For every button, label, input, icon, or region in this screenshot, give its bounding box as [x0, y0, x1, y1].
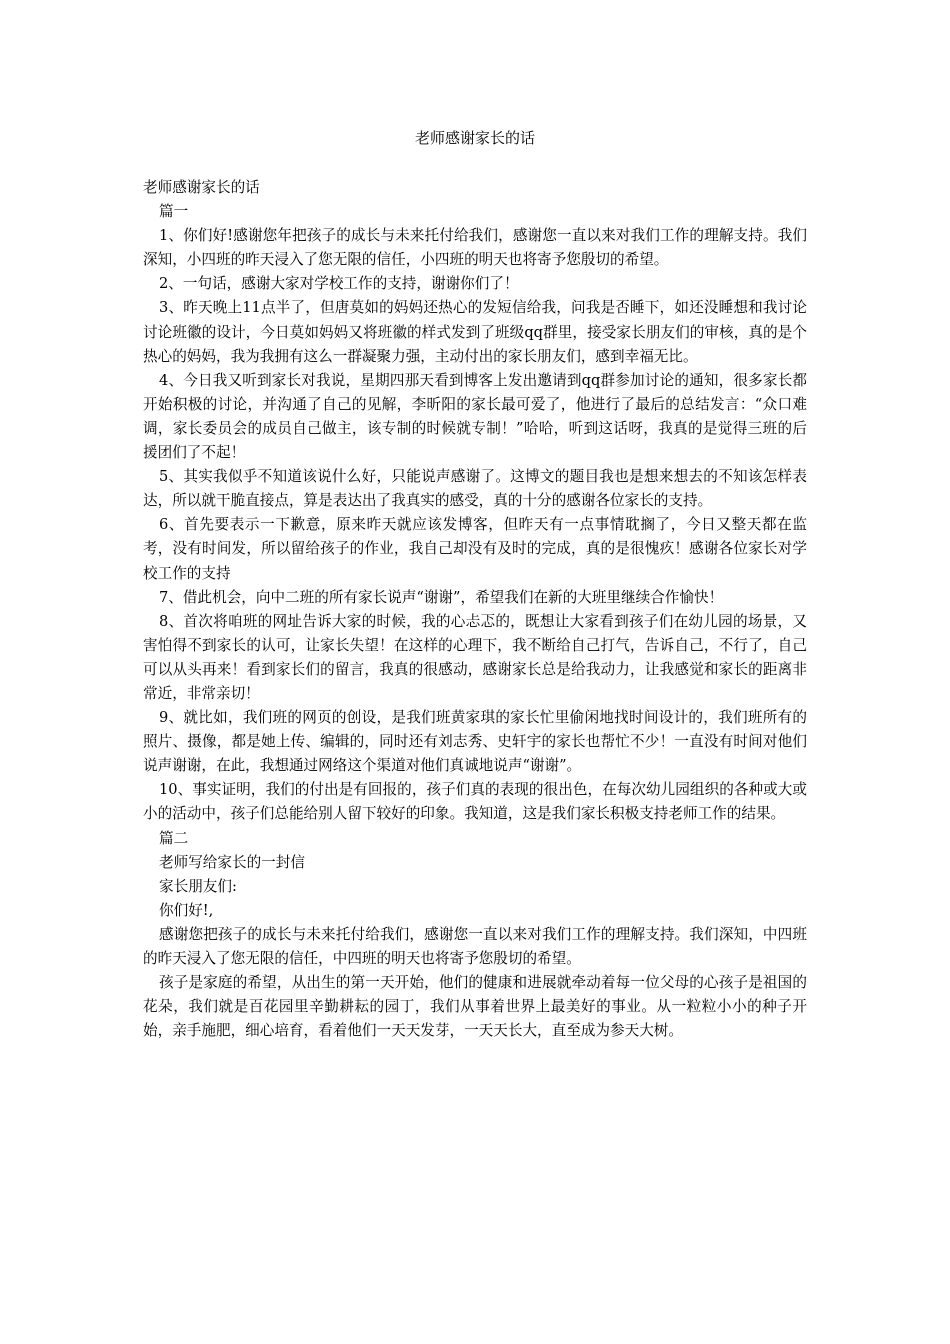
paragraph: 8、首次将咱班的网址告诉大家的时候，我的心忐忑的，既想让大家看到孩子们在幼儿园的场景，又害怕得不到家长的认可，让家长失望！在这样的心理下，我不断给自己打气，告诉自己，不行了，自己可以从头再来！看到家长们的留言，我真的很感动，感谢家长总是给我动力，让我感觉和家长的距离非常近，非常亲切！	[143, 612, 807, 702]
paragraph: 5、其实我似乎不知道该说什么好，只能说声感谢了。这博文的题目我也是想来想去的不知该怎样表达，所以就干脆直接点，算是表达出了我真实的感受，真的十分的感谢各位家长的支持。	[143, 468, 807, 510]
document-body	[143, 176, 807, 1043]
paragraph: 家长朋友们:	[159, 877, 237, 895]
paragraph: 感谢您把孩子的成长与未来托付给我们，感谢您一直以来对我们工作的理解支持。我们深知，中四班的昨天浸入了您无限的信任，中四班的明天也将寄予您殷切的希望。	[143, 925, 807, 967]
paragraph: 老师感谢家长的话	[143, 179, 260, 196]
paragraph: 4、今日我又听到家长对我说，星期四那天看到博客上发出邀请到qq群参加讨论的通知，很多家长都开始积极的讨论，并沟通了自己的见解，李昕阳的家长最可爱了，他进行了最后的总结发言：“众口难调，家长委员会的成员自己做主，该专制的时候就专制！”哈哈，听到这话呀，我真的是觉得三班的后援团们了不起！	[143, 371, 807, 462]
paragraph: 3、昨天晚上11点半了，但唐莫如的妈妈还热心的发短信给我，问我是否睡下，如还没睡想和我讨论讨论班徽的设计，今日莫如妈妈又将班徽的样式发到了班级qq群里，接受家长朋友们的审核，真的是个热心的妈妈，我为我拥有这么一群凝聚力强，主动付出的家长朋友们，感到幸福无比。	[143, 299, 807, 365]
paragraph: 篇一	[159, 203, 189, 221]
paragraph: 9、就比如，我们班的网页的创设，是我们班黄家琪的家长忙里偷闲地找时间设计的，我们班所有的照片、摄像，都是她上传、编辑的，同时还有刘志秀、史轩宇的家长也帮忙不少！一直没有时间对他们说声谢谢，在此，我想通过网络这个渠道对他们真诚地说声“谢谢”。	[143, 709, 807, 775]
paragraph: 老师写给家长的一封信	[159, 853, 305, 871]
paragraph: 你们好!,	[159, 901, 214, 919]
page-title: 老师感谢家长的话	[414, 129, 535, 147]
paragraph: 篇二	[159, 829, 189, 847]
paragraph: 2、一句话，感谢大家对学校工作的支持，谢谢你们了！	[159, 275, 519, 293]
paragraph: 6、首先要表示一下歉意，原来昨天就应该发博客，但昨天有一点事情耽搁了，今日又整天都在监考，没有时间发，所以留给孩子的作业，我自己却没有及时的完成，真的是很愧疚！感谢各位家长对学校工作的支持	[143, 516, 807, 582]
paragraph: 1、你们好!感谢您年把孩子的成长与未来托付给我们，感谢您一直以来对我们工作的理解支持。我们深知，小四班的昨天浸入了您无限的信任，小四班的明天也将寄予您殷切的希望。	[143, 227, 807, 269]
paragraph: 7、借此机会，向中二班的所有家长说声“谢谢”，希望我们在新的大班里继续合作愉快！	[159, 588, 724, 606]
paragraph: 10、事实证明，我们的付出是有回报的，孩子们真的表现的很出色，在每次幼儿园组织的各种或大或小的活动中，孩子们总能给别人留下较好的印象。我知道，这是我们家长积极支持老师工作的结果。	[143, 781, 807, 823]
paragraph: 孩子是家庭的希望，从出生的第一天开始，他们的健康和进展就牵动着每一位父母的心孩子是祖国的花朵，我们就是百花园里辛勤耕耘的园丁，我们从事着世界上最美好的事业。从一粒粒小小的种子开始，亲手施肥，细心培育，看着他们一天天发芽，一天天长大，直至成为参天大树。	[143, 974, 807, 1040]
